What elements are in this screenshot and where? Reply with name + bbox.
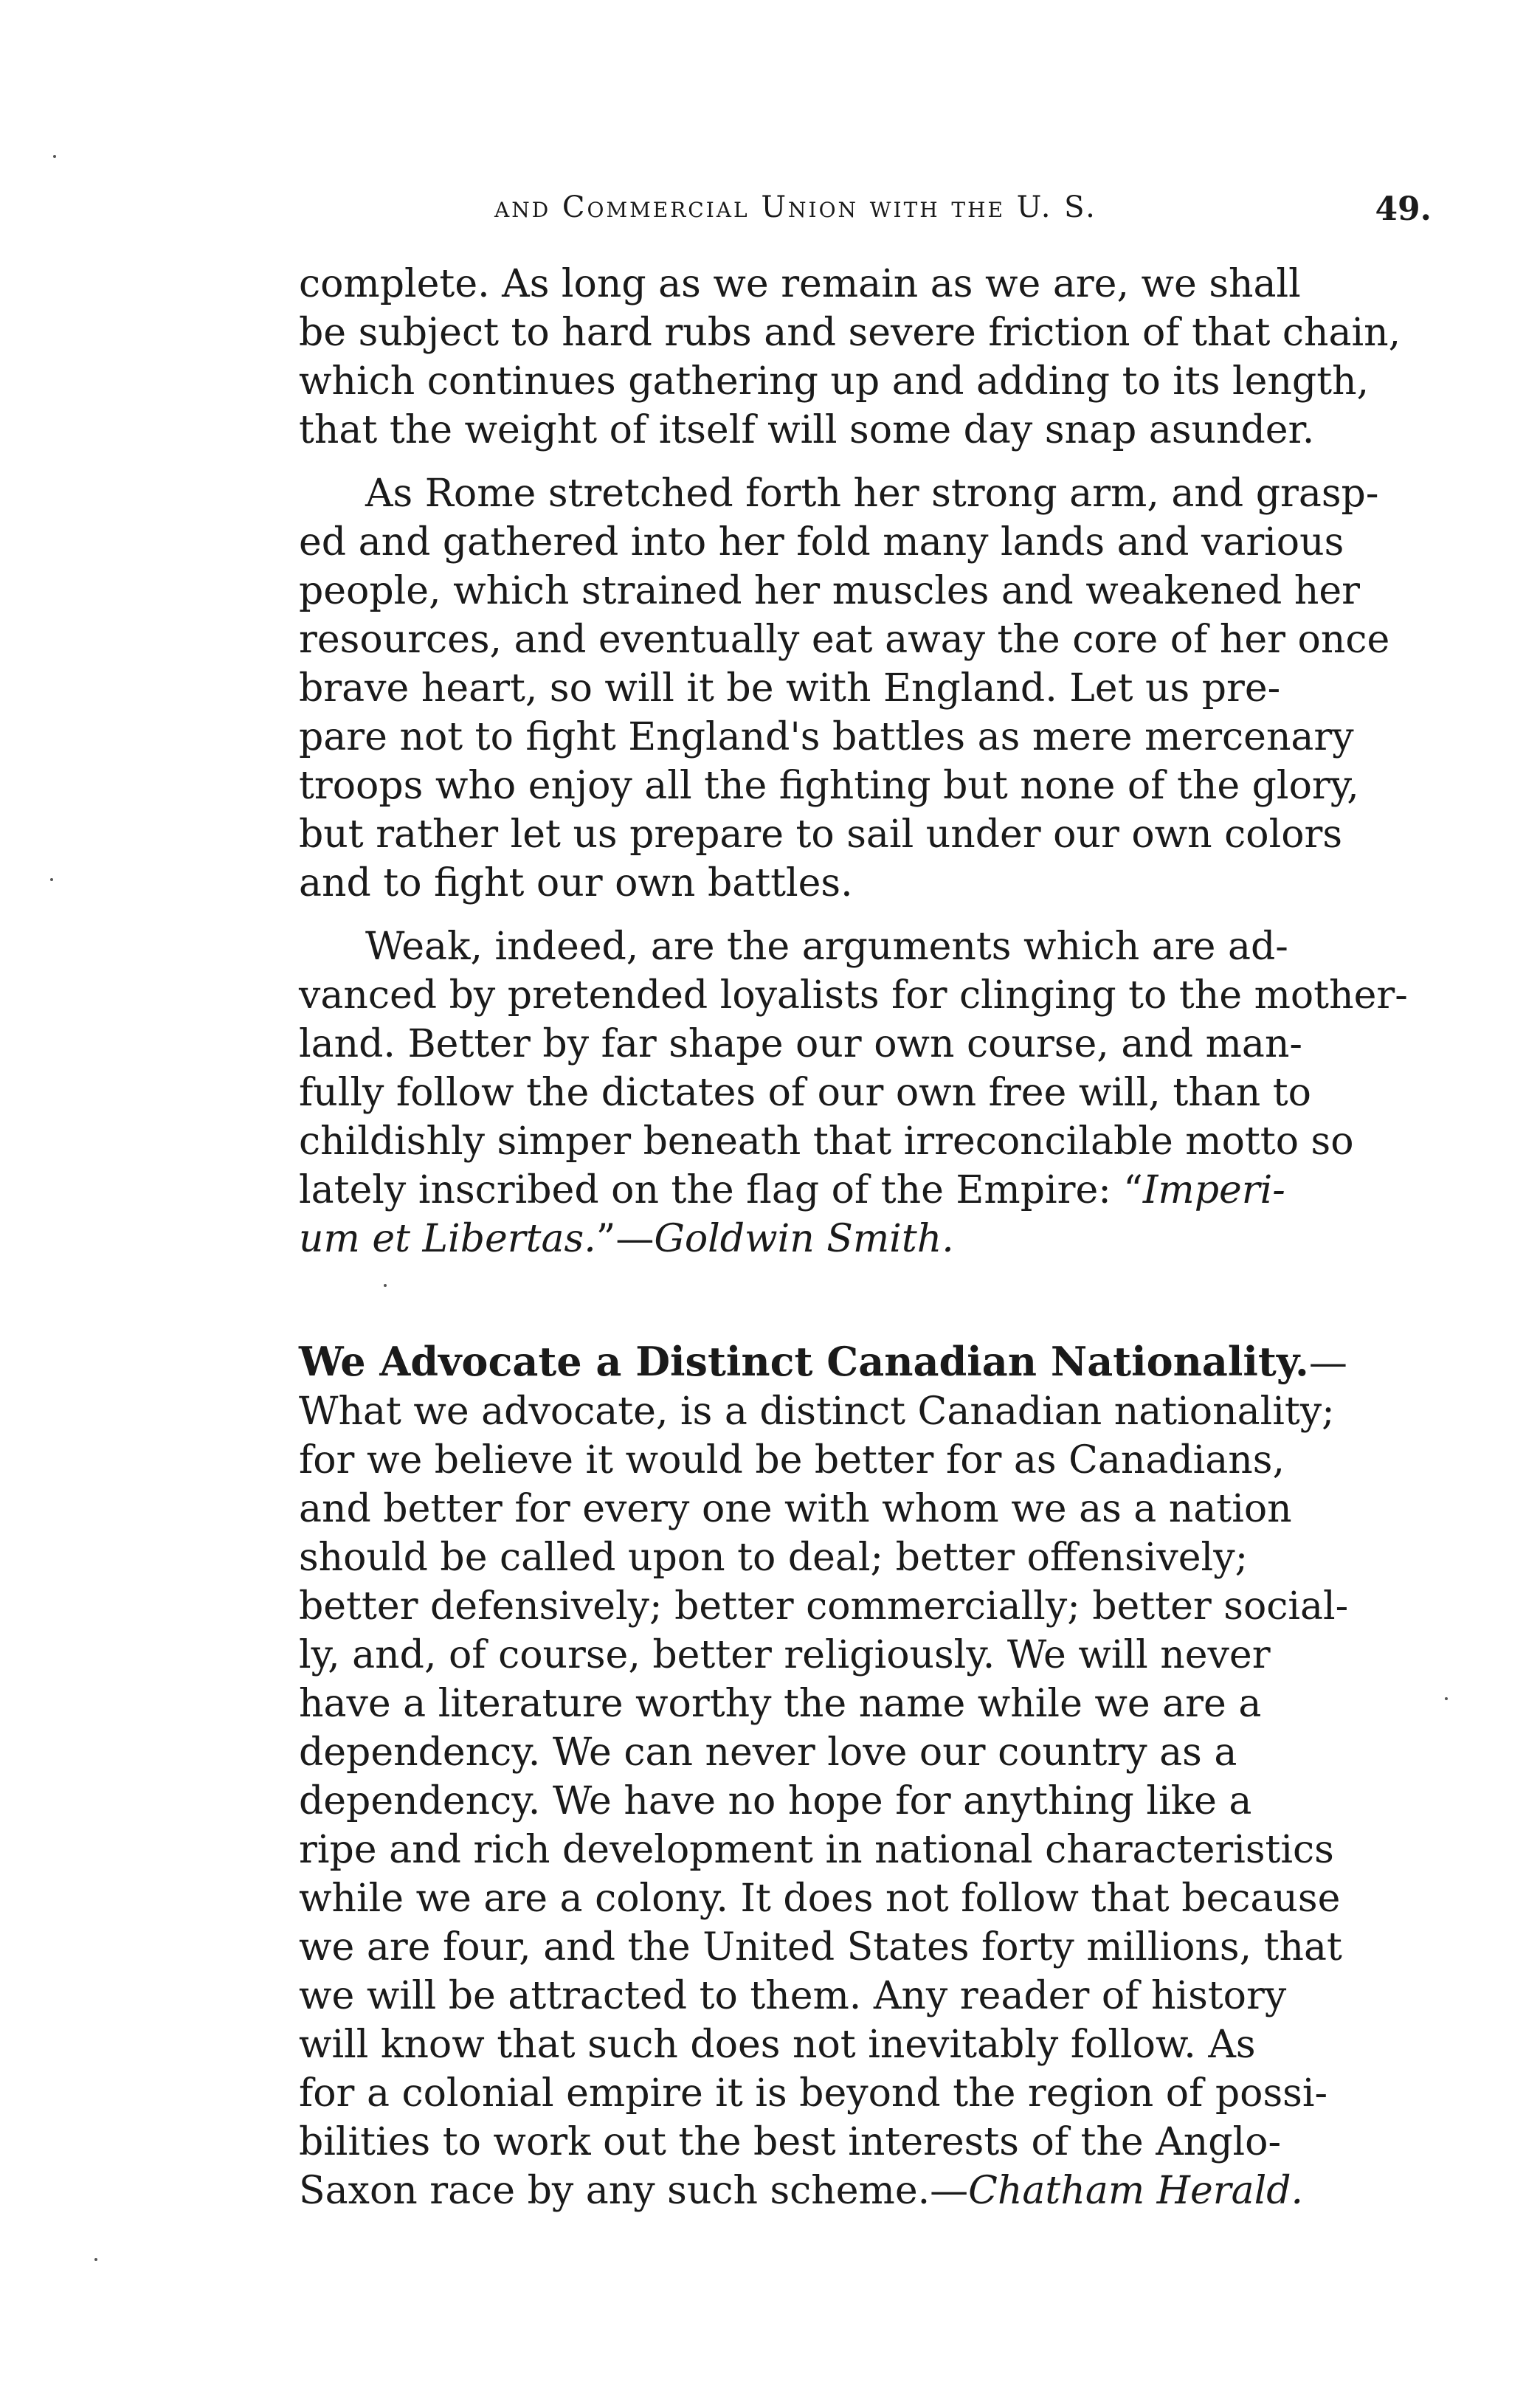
text-line: What we advocate, is a distinct Canadian nationality; (299, 1390, 1335, 1434)
text-line: we are four, and the United States forty millions, that (299, 1925, 1342, 1970)
paragraph-3 (299, 922, 1432, 1263)
text-line: be subject to hard rubs and severe friction of that chain, (299, 311, 1401, 355)
text-line: dependency. We have no hope for anything like a (299, 1779, 1252, 1823)
text-line: should be called upon to deal; better offensively; (299, 1536, 1249, 1580)
text-line: land. Better by far shape our own course, and man- (299, 1022, 1302, 1066)
text-fragment: Saxon race by any such scheme.— (299, 2169, 969, 2213)
text-line: bilities to work out the best interests of the Anglo- (299, 2120, 1282, 2164)
text-line: that the weight of itself will some day snap asunder. (299, 408, 1315, 452)
text-line (299, 1215, 1432, 1263)
paragraph-4 (299, 1337, 1432, 2215)
heading-dash: — (1308, 1341, 1347, 1385)
page-number: 49. (1375, 190, 1432, 228)
text-line: have a literature worthy the name while we are a (299, 1682, 1262, 1726)
text-line: better defensively; better commercially; better social- (299, 1584, 1349, 1629)
text-line: pare not to fight England's battles as mere mercenary (299, 715, 1354, 759)
scan-speck (1445, 1697, 1448, 1700)
scan-speck (53, 155, 56, 158)
text-line: ed and gathered into her fold many lands and various (299, 520, 1344, 565)
scan-speck (94, 2258, 97, 2261)
text-line: but rather let us prepare to sail under our own colors (299, 812, 1343, 857)
text-line: complete. As long as we remain as we are, we shall (299, 262, 1301, 306)
text-line: Weak, indeed, are the arguments which are ad- (365, 925, 1288, 969)
text-line: ly, and, of course, better religiously. We will never (299, 1633, 1271, 1677)
text-line: which continues gathering up and adding to its length, (299, 359, 1370, 404)
quote-latin: Imperi- (1142, 1168, 1285, 1212)
text-line: and to fight our own battles. (299, 861, 853, 905)
paragraph-2 (299, 469, 1432, 908)
text-line: resources, and eventually eat away the core of her once (299, 618, 1390, 662)
text-line: will know that such does not inevitably follow. As (299, 2023, 1256, 2067)
text-line: people, which strained her muscles and weakened her (299, 569, 1360, 613)
text-line: As Rome stretched forth her strong arm, and grasp- (365, 472, 1379, 516)
text-line: for we believe it would be better for as Canadians, (299, 1438, 1285, 1482)
paragraph-1 (299, 260, 1432, 455)
text-line: ripe and rich development in national characteristics (299, 1828, 1334, 1872)
text-line: we will be attracted to them. Any reader of history (299, 1974, 1287, 2018)
text-line: troops who enjoy all the fighting but none of the glory, (299, 764, 1359, 808)
text-fragment: lately inscribed on the flag of the Empire: “ (299, 1168, 1143, 1212)
text-line: fully follow the dictates of our own free will, than to (299, 1071, 1311, 1115)
attribution: Goldwin Smith. (654, 1217, 954, 1261)
scan-speck (50, 878, 53, 881)
scan-speck (384, 1284, 387, 1287)
page-header (295, 190, 1432, 242)
text-line (299, 2167, 1432, 2215)
attribution: Chatham Herald. (968, 2169, 1304, 2213)
text-line: and better for every one with whom we as a nation (299, 1487, 1292, 1531)
text-line: brave heart, so will it be with England. Let us pre- (299, 666, 1281, 711)
text-line: childishly simper beneath that irreconcilable motto so (299, 1119, 1354, 1164)
text-line (299, 1337, 1432, 1387)
quote-latin: um et Libertas. (299, 1217, 596, 1261)
quote-close: ”— (595, 1217, 655, 1261)
body-text (299, 260, 1432, 2230)
text-line: while we are a colony. It does not follow that because (299, 1877, 1341, 1921)
text-line: dependency. We can never love our country as a (299, 1730, 1237, 1775)
section-gap (299, 1278, 1432, 1337)
text-line (299, 1166, 1432, 1215)
section-heading: We Advocate a Distinct Canadian Nationality. (299, 1338, 1309, 1385)
running-head: and Commercial Union with the U. S. (494, 190, 1097, 224)
text-line: vanced by pretended loyalists for clinging to the mother- (299, 973, 1408, 1018)
text-line: for a colonial empire it is beyond the region of possi- (299, 2071, 1328, 2116)
